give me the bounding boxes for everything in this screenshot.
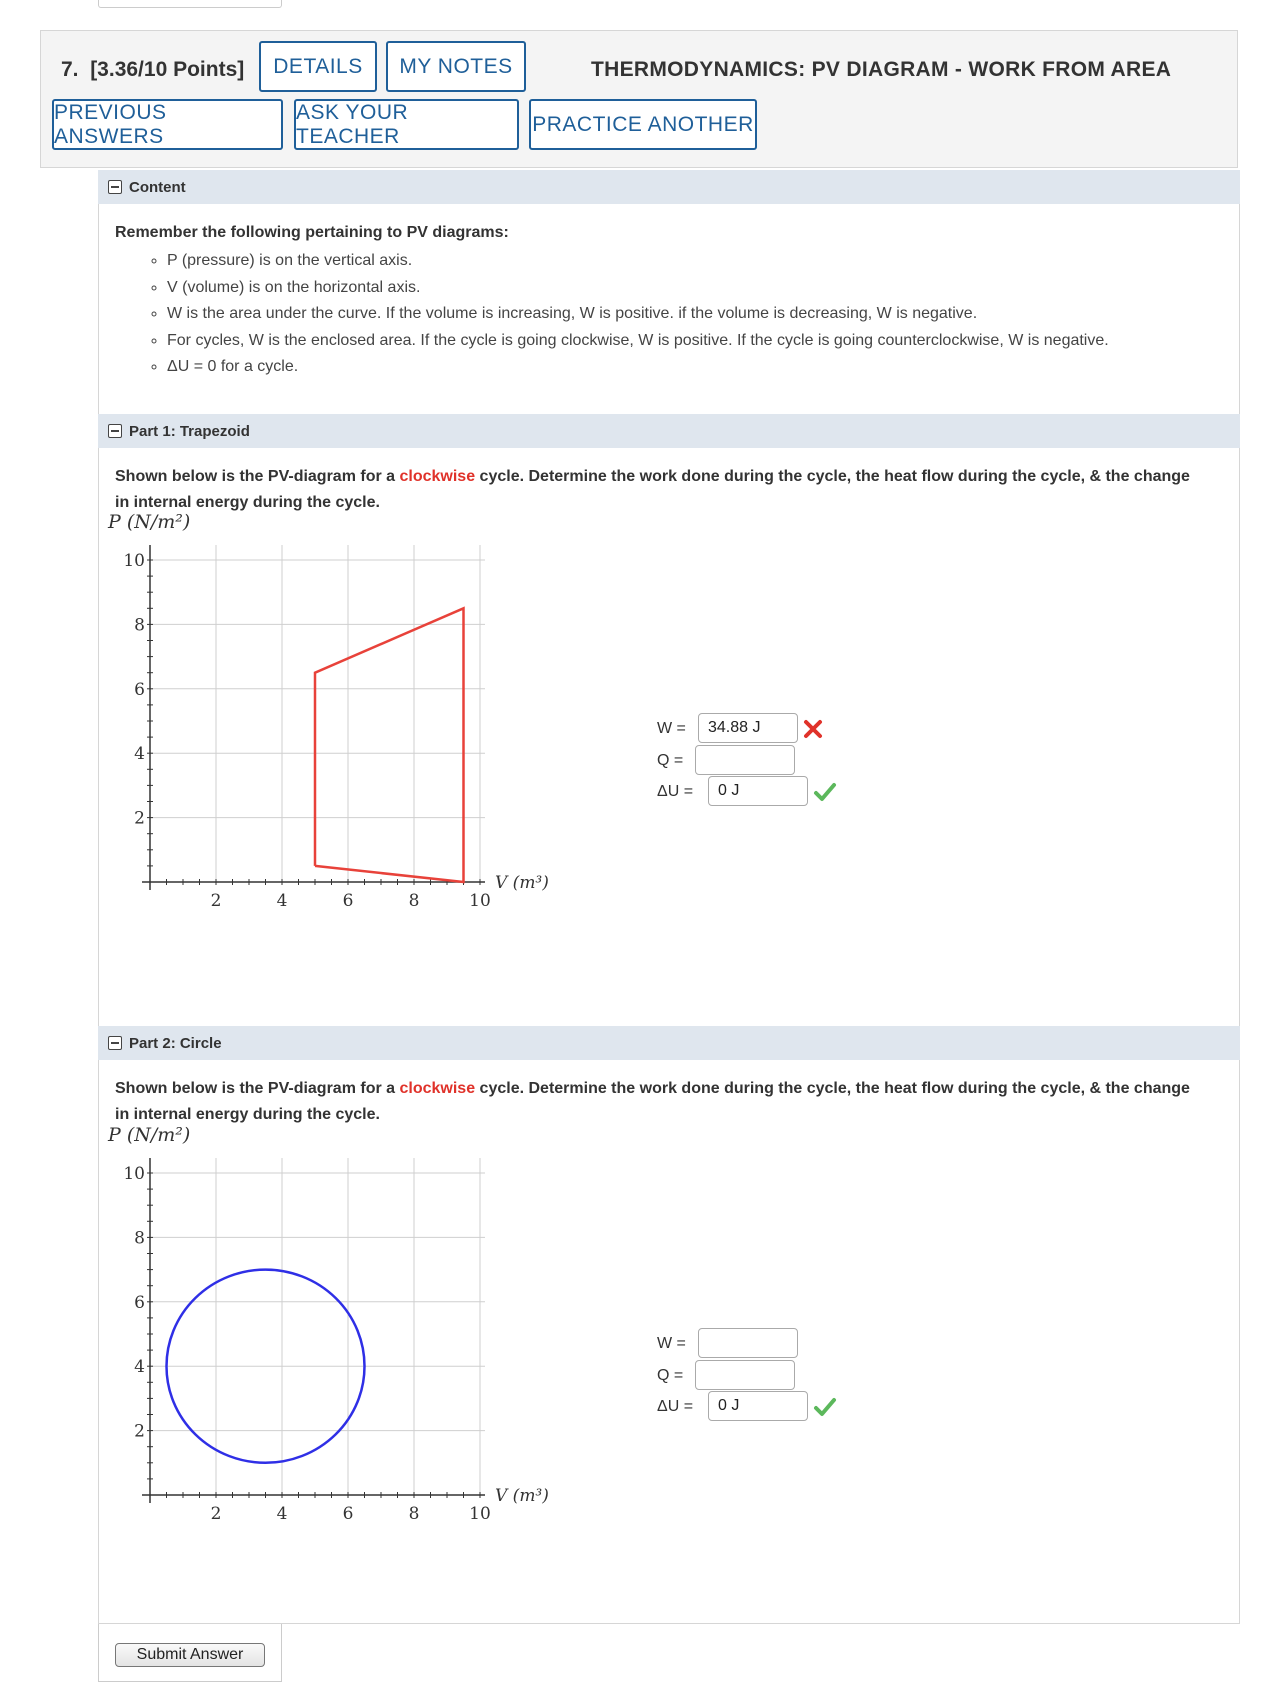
w-input[interactable]: [698, 1328, 798, 1358]
x-axis-label: V (m³): [495, 873, 549, 893]
incorrect-x-icon: [803, 719, 823, 739]
x-tick-label: 4: [276, 1504, 288, 1524]
x-tick-label: 6: [342, 1504, 354, 1524]
collapse-icon[interactable]: [108, 424, 122, 438]
y-axis-label: P (N/m²): [108, 511, 191, 533]
previous-question-stub: [98, 0, 282, 8]
y-tick-label: 6: [134, 1292, 145, 1313]
x-tick-label: 2: [210, 891, 222, 911]
y-tick-label: 4: [134, 744, 145, 765]
x-tick-label: 6: [342, 891, 354, 911]
part2-section-header[interactable]: [98, 1026, 1240, 1060]
submit-answer-button[interactable]: Submit Answer: [115, 1643, 265, 1667]
cycle-path: [315, 608, 464, 882]
previous-answers-button[interactable]: PREVIOUS ANSWERS: [52, 99, 283, 150]
x-tick-label: 2: [210, 1504, 222, 1524]
list-item: ◦ V (volume) is on the horizontal axis.: [167, 275, 1109, 302]
question-number: 7. [3.36/10 Points]: [61, 58, 245, 81]
q-label: Q =: [657, 1367, 684, 1384]
content-section-header[interactable]: [98, 170, 1240, 204]
question-title: THERMODYNAMICS: PV DIAGRAM - WORK FROM AREA: [591, 58, 1172, 81]
w-label: W =: [657, 720, 686, 737]
y-tick-label: 2: [134, 808, 145, 829]
y-tick-label: 2: [134, 1421, 145, 1442]
collapse-icon[interactable]: [108, 180, 122, 194]
correct-check-icon: [813, 1396, 837, 1418]
part1-section-header[interactable]: [98, 414, 1240, 448]
y-tick-label: 4: [134, 1357, 145, 1378]
x-tick-label: 10: [469, 891, 491, 911]
practice-another-button[interactable]: PRACTICE ANOTHER: [529, 99, 757, 150]
du-input[interactable]: 0 J: [708, 1391, 808, 1421]
collapse-icon[interactable]: [108, 1036, 122, 1050]
section-label: Part 1: Trapezoid: [129, 422, 250, 440]
clockwise-highlight: clockwise: [399, 468, 476, 485]
y-tick-label: 10: [123, 551, 145, 571]
section-label: Part 2: Circle: [129, 1034, 222, 1052]
list-item: ◦ For cycles, W is the enclosed area. If the cycle is going clockwise, W is positive. If the cycle is going counterclockwise, W is negative.: [167, 328, 1109, 355]
y-tick-label: 8: [134, 615, 145, 636]
content-intro: Remember the following pertaining to PV diagrams:: [115, 224, 509, 241]
x-tick-label: 10: [469, 1504, 491, 1524]
du-input[interactable]: 0 J: [708, 776, 808, 806]
x-tick-label: 8: [408, 1504, 420, 1524]
w-input[interactable]: 34.88 J: [698, 713, 798, 743]
part2-pv-chart: [100, 1124, 600, 1588]
du-label: ΔU =: [657, 783, 694, 800]
my-notes-button[interactable]: MY NOTES: [386, 41, 526, 92]
list-item: ◦ ΔU = 0 for a cycle.: [167, 354, 1109, 381]
q-label: Q =: [657, 752, 684, 769]
q-input[interactable]: [695, 1360, 795, 1390]
list-item: ◦ W is the area under the curve. If the volume is increasing, W is positive. if the volume is decreasing, W is negative.: [167, 301, 1109, 328]
clockwise-highlight: clockwise: [399, 1080, 476, 1097]
details-button[interactable]: DETAILS: [259, 41, 377, 92]
du-label: ΔU =: [657, 1398, 694, 1415]
part2-prompt: Shown below is the PV-diagram for a clockwise cycle. Determine the work done during the cycle, the heat flow during the cycle, & the change in internal energy during the cycle.: [115, 1080, 1190, 1123]
y-tick-label: 6: [134, 679, 145, 700]
ask-your-teacher-button[interactable]: ASK YOUR TEACHER: [294, 99, 519, 150]
y-tick-label: 8: [134, 1228, 145, 1249]
list-item: ◦ P (pressure) is on the vertical axis.: [167, 248, 1109, 275]
section-label: Content: [129, 178, 186, 196]
rules-list: [115, 248, 1109, 381]
x-tick-label: 4: [276, 891, 288, 911]
x-axis-label: V (m³): [495, 1486, 549, 1506]
points: [3.36/10 Points]: [90, 58, 245, 81]
correct-check-icon: [813, 781, 837, 803]
part1-prompt: Shown below is the PV-diagram for a clockwise cycle. Determine the work done during the cycle, the heat flow during the cycle, & the change in internal energy during the cycle.: [115, 468, 1190, 511]
part1-pv-chart: [100, 511, 600, 975]
question-header: [40, 30, 1238, 168]
y-tick-label: 10: [123, 1164, 145, 1184]
q-input[interactable]: [695, 745, 795, 775]
x-tick-label: 8: [408, 891, 420, 911]
w-label: W =: [657, 1335, 686, 1352]
y-axis-label: P (N/m²): [108, 1124, 191, 1146]
